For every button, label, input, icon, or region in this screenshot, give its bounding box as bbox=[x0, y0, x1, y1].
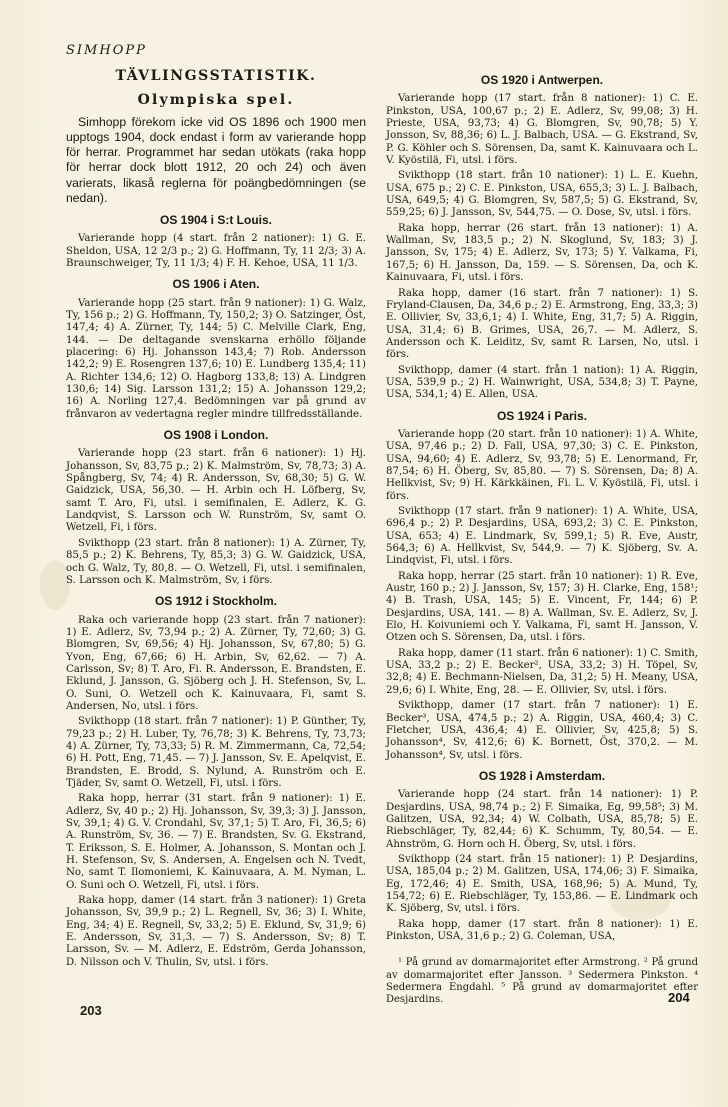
result-paragraph: Varierande hopp (25 start. från 9 nationer): 1) G. Walz, Ty, 156 p.; 2) G. Hoffmann, Ty, 150,2; 3) O. Satzinger, Öst, 147,4; 4) A. Zürner, Ty, 144; 5) C. Melville Clark, Eng, 144. — De deltagande svenskarna erhöllo följande placering: 6) Hj. Johansson 143,4; 7) Rob. Andersson 142,2; 9) E. Rosengren 137,6; 10) E. Lundberg 135,4; 11) A. Richter 134,6; 12) O. Hagborg 133,8; 13) A. Lindgren 130,6; 14) Sig. Larsson 131,2; 15) A. Johansson 129,2; 16) A. Norling 127,4. Bedömningen var på grund av frånvaron av vedertagna regler mindre tillfredsställande. bbox=[66, 297, 366, 420]
result-paragraph: Raka hopp, damer (16 start. från 7 nationer): 1) S. Fryland-Clausen, Da, 34,6 p.; 2) E. Armstrong, Eng, 33,3; 3) E. Ollivier, Sv, 33,6,1; 4) I. White, Eng, 31,7; 5) A. Riggin, USA, 31,4; 6) B. Grimes, USA, 26,7. — M. Adlerz, S. Andersson och K. Leiditz, Sv, samt R. Larsen, No, utsl. i förs. bbox=[386, 287, 698, 361]
result-paragraph: Raka hopp, herrar (26 start. från 13 nationer): 1) A. Wallman, Sv, 183,5 p.; 2) N. Skoglund, Sv, 183; 3) J. Jansson, Sv, 175; 4) E. Adlerz, Sv, 173; 5) Y. Valkama, Fi, 167,5; 6) H. Jansson, Da, 159. — S. Sörensen, Da, och K. Kainuvaara, Fi, utsl. i förs. bbox=[386, 222, 698, 284]
result-paragraph: Raka hopp, damer (17 start. från 8 nationer): 1) E. Pinkston, USA, 31,6 p.; 2) G. Coleman, USA, bbox=[386, 918, 698, 942]
footnotes bbox=[386, 957, 698, 1006]
section-heading: OS 1906 i Aten. bbox=[172, 277, 260, 292]
result-paragraph: Raka hopp, damer (11 start. från 6 nationer): 1) C. Smith, USA, 33,2 p.; 2) E. Becker², USA, 33,2; 3) H. Töpel, Sv, 32,8; 4) E. Bechmann-Nielsen, Da, 31,2; 5) H. Meany, USA, 29,6; 6) I. White, Eng, 28. — E. Ollivier, Sv, utsl. i förs. bbox=[386, 647, 698, 696]
section-heading: OS 1908 i London. bbox=[163, 428, 269, 443]
left-sections bbox=[66, 214, 366, 969]
result-paragraph: Raka hopp, herrar (25 start. från 10 nationer): 1) R. Eve, Austr, 160 p.; 2) J. Jansson, Sv, 157; 3) H. Clarke, Eng, 158¹; 4) B. Trash, USA, 145; 5) E. Vincent, Fr, 144; 6) P. Desjardins, USA, 141. — 8) A. Wallman, Sv. E. Adlerz, Sv, J. Elo, H. Koivuniemi och Y. Valkama, Fi, samt H. Jansson, V. Otzen och S. Sörensen, Da, utsl. i förs. bbox=[386, 570, 698, 644]
page-subtitle: Olympiska spel. bbox=[137, 92, 295, 109]
result-paragraph: Varierande hopp (17 start. från 8 nationer): 1) C. E. Pinkston, USA, 100,67 p.; 2) E. Adlerz, Sv, 99,08; 3) H. Prieste, USA, 93,73; 4) G. Blomgren, Sv, 90,78; 5) Y. Jonsson, Sv, 88,36; 6) L. J. Balbach, USA. — G. Ekstrand, Sv, P. G. Köhler och S. Sörensen, Da, samt K. Kainuvaara och L. V. Kyöstilä, Fi, utsl. i förs. bbox=[386, 93, 698, 167]
section-heading: OS 1928 i Amsterdam. bbox=[478, 768, 606, 783]
section-heading: OS 1924 i Paris. bbox=[496, 408, 588, 423]
result-paragraph: Svikthopp, damer (17 start. från 7 nationer): 1) E. Becker³, USA, 474,5 p.; 2) A. Riggin, USA, 460,4; 3) C. Fletcher, USA, 436,4; 4) E. Ollivier, Sv, 425,8; 5) S. Johansson⁴, Sv, 412,6; 6) K. Bornett, Öst, 370,2. — M. Johansson⁴, Sv, utsl. i förs. bbox=[386, 700, 698, 761]
section-heading: OS 1920 i Antwerpen. bbox=[480, 73, 604, 87]
result-paragraph: Svikthopp (24 start. från 15 nationer): 1) P. Desjardins, USA, 185,04 p.; 2) M. Galitzen, USA, 174,06; 3) F. Simaika, Eg, 172,46; 4) E. Smith, USA, 168,96; 5) A. Mund, Ty, 154,72; 6) E. Riebschläger, Ty, 153,86. — E. Lindmark och K. Sjöberg, Sv, utsl. i förs. bbox=[386, 853, 698, 915]
right-column bbox=[386, 66, 698, 1006]
result-paragraph: Varierande hopp (4 start. från 2 nationer): 1) G. E. Sheldon, USA, 12 2/3 p.; 2) G. Hoffmann, Ty, 11 2/3; 3) A. Braunschweiger, Ty, 11 1/3; 4) F. H. Kehoe, USA, 11 1/3. bbox=[66, 233, 366, 269]
section-heading: OS 1912 i Stockholm. bbox=[154, 594, 278, 609]
result-paragraph: Raka hopp, herrar (31 start. från 9 nationer): 1) E. Adlerz, Sv, 40 p.; 2) Hj. Johansson, Sv, 39,3; 3) J. Jansson, Sv, 39,1; 4) G. V. Crondahl, Sv, 37,1; 5) T. Aro, Fi, 36,5; 6) A. Runström, Sv, 36. — 7) E. Brandsten, Sv. G. Ekstrand, T. Eriksson, S. E. Holmer, A. Johansson, S. Montan och J. H. Stefenson, Sv, S. Andersen, A. Engelsen och N. Tvedt, No, samt T. Ilomoniemi, K. Kainuvaara, A. M. Nyman, L. O. Suni och O. Wetzell, Fi, utsl. i förs. bbox=[66, 793, 366, 891]
result-paragraph: Svikthopp (17 start. från 9 nationer): 1) A. White, USA, 696,4 p.; 2) P. Desjardins, USA, 693,2; 3) C. E. Pinkston, USA, 653; 4) E. Lindmark, Sv, 599,1; 5) R. Eve, Austr, 564,3; 6) A. Hellkvist, Sv, 544,9. — 7) K. Sjöberg, Sv. A. Lindqvist, Fi, utsl. i förs. bbox=[386, 506, 698, 567]
footnote-text: ¹ På grund av domarmajoritet efter Armstrong. ² På grund av domarmajoritet efter Jansson. ³ Sedermera Pinkston. ⁴ Sedermera Engdahl. ⁵ På grund av domarmajoritet efter Desjardins. bbox=[386, 957, 698, 1005]
page-number-right: 204 bbox=[668, 990, 690, 1005]
result-paragraph: Raka och varierande hopp (23 start. från 7 nationer): 1) E. Adlerz, Sv, 73,94 p.; 2) A. Zürner, Ty, 72,60; 3) G. Blomgren, Sv, 69,56; 4) Hj. Johansson, Sv, 67,80; 5) G. Yvon, Eng, 67,66; 6) H. Arbin, Sv, 62,62. — 7) A. Carlsson, Sv; 8) T. Aro, Fi. R. Andersson, E. Brandsten, E. Eklund, J. Jansson, G. Sjöberg och J. H. Stefenson, Sv, L. O. Suni, O. Wetzell och K. Kainuvaara, Fi, samt S. Andersen, No, utsl. i förs. bbox=[66, 614, 366, 712]
intro-paragraph: Simhopp förekom icke vid OS 1896 och 1900 men upptogs 1904, dock endast i form av varierande hopp för herrar. Programmet har sedan utökats (raka hopp för herrar dock blott 1912, 20 och 24) och även varierats, likaså reglerna för poängbedömningen (se nedan). bbox=[66, 114, 366, 205]
result-paragraph: Svikthopp, damer (4 start. från 1 nation): 1) A. Riggin, USA, 539,9 p.; 2) H. Wainwright, USA, 534,8; 3) T. Payne, USA, 534,1; 4) E. Allen, USA. bbox=[386, 364, 698, 401]
page-title: TÄVLINGSSTATISTIK. bbox=[115, 68, 317, 84]
result-paragraph: Svikthopp (23 start. från 8 nationer): 1) A. Zürner, Ty, 85,5 p.; 2) K. Behrens, Ty, 85,3; 3) G. W. Gaidzick, USA, och G. Walz, Ty, 80,8. — O. Wetzell, Fi, utsl. i semifinalen, S. Larsson och K. Malmström, Sv, i förs. bbox=[66, 537, 366, 586]
section-heading: OS 1904 i S:t Louis. bbox=[159, 212, 273, 227]
result-paragraph: Svikthopp (18 start. från 10 nationer): 1) L. E. Kuehn, USA, 675 p.; 2) C. E. Pinkston, USA, 655,3; 3) L. J. Balbach, USA, 649,5; 4) G. Blomgren, Sv, 587,5; 5) G. Ekstrand, Sv, 559,25; 6) J. Jansson, Sv, 544,75. — O. Dose, Sv, utsl. i förs. bbox=[386, 170, 698, 219]
result-paragraph: Raka hopp, damer (14 start. från 3 nationer): 1) Greta Johansson, Sv, 39,9 p.; 2) L. Regnell, Sv, 36; 3) I. White, Eng, 34; 4) E. Regnell, Sv, 33,2; 5) E. Eklund, Sv, 31,9; 6) E. Andersson, Sv, 31,3. — 7) S. Andersson, Sv; 8) T. Larsson, Sv. — M. Adlerz, E. Edström, Gerda Johansson, D. Nilsson och V. Thulin, Sv, utsl. i förs. bbox=[66, 895, 366, 968]
result-paragraph: Varierande hopp (24 start. från 14 nationer): 1) P. Desjardins, USA, 98,74 p.; 2) F. Simaika, Eg, 99,58⁵; 3) M. Galitzen, USA, 92,34; 4) W. Colbath, USA, 85,78; 5) E. Riebschläger, Ty, 82,44; 6) K. Schumm, Ty, 80,54. — E. Ahnström, G. Horn och H. Öberg, Sv, utsl. i förs. bbox=[386, 789, 698, 850]
running-head: SIMHOPP bbox=[66, 43, 147, 58]
result-paragraph: Svikthopp (18 start. från 7 nationer): 1) P. Günther, Ty, 79,23 p.; 2) H. Luber, Ty, 76,78; 3) K. Behrens, Ty, 73,73; 4) A. Zürner, Ty, 73,33; 5) R. M. Zimmermann, Ca, 72,54; 6) H. Pott, Eng, 71,45. — 7) J. Jansson, Sv. E. Apelqvist, E. Brandsten, E. Brodd, S. Nylund, A. Runström och E. Tjäder, Sv, samt O. Wetzell, Fi, utsl. i förs. bbox=[66, 716, 366, 789]
left-column bbox=[66, 66, 366, 972]
page-number-left: 203 bbox=[80, 1003, 102, 1018]
result-paragraph: Varierande hopp (20 start. från 10 nationer): 1) A. White, USA, 97,46 p.; 2) D. Fall, USA, 97,30; 3) C. E. Pinkston, USA, 94,60; 4) E. Adlerz, Sv, 93,78; 5) E. Lenormand, Fr, 87,54; 6) H. Öberg, Sv, 85,80. — 7) S. Sörensen, Da; 8) A. Hellkvist, Sv; 9) H. Kärkkäinen, Fi. L. V. Kyöstilä, Fi, utsl. i förs. bbox=[386, 428, 698, 502]
result-paragraph: Varierande hopp (23 start. från 6 nationer): 1) Hj. Johansson, Sv, 83,75 p.; 2) K. Malmström, Sv, 78,73; 3) A. Spångberg, Sv, 74; 4) R. Andersson, Sv, 68,30; 5) G. W. Gaidzick, USA, 56,30. — H. Arbin och H. Löfberg, Sv, samt T. Aro, Fi, utsl. i semifinalen, E. Adlerz, K. G. Landqvist, S. Larsson och W. Runström, Sv, samt O. Wetzell, Fi, i förs. bbox=[66, 448, 366, 534]
right-sections bbox=[386, 74, 698, 943]
